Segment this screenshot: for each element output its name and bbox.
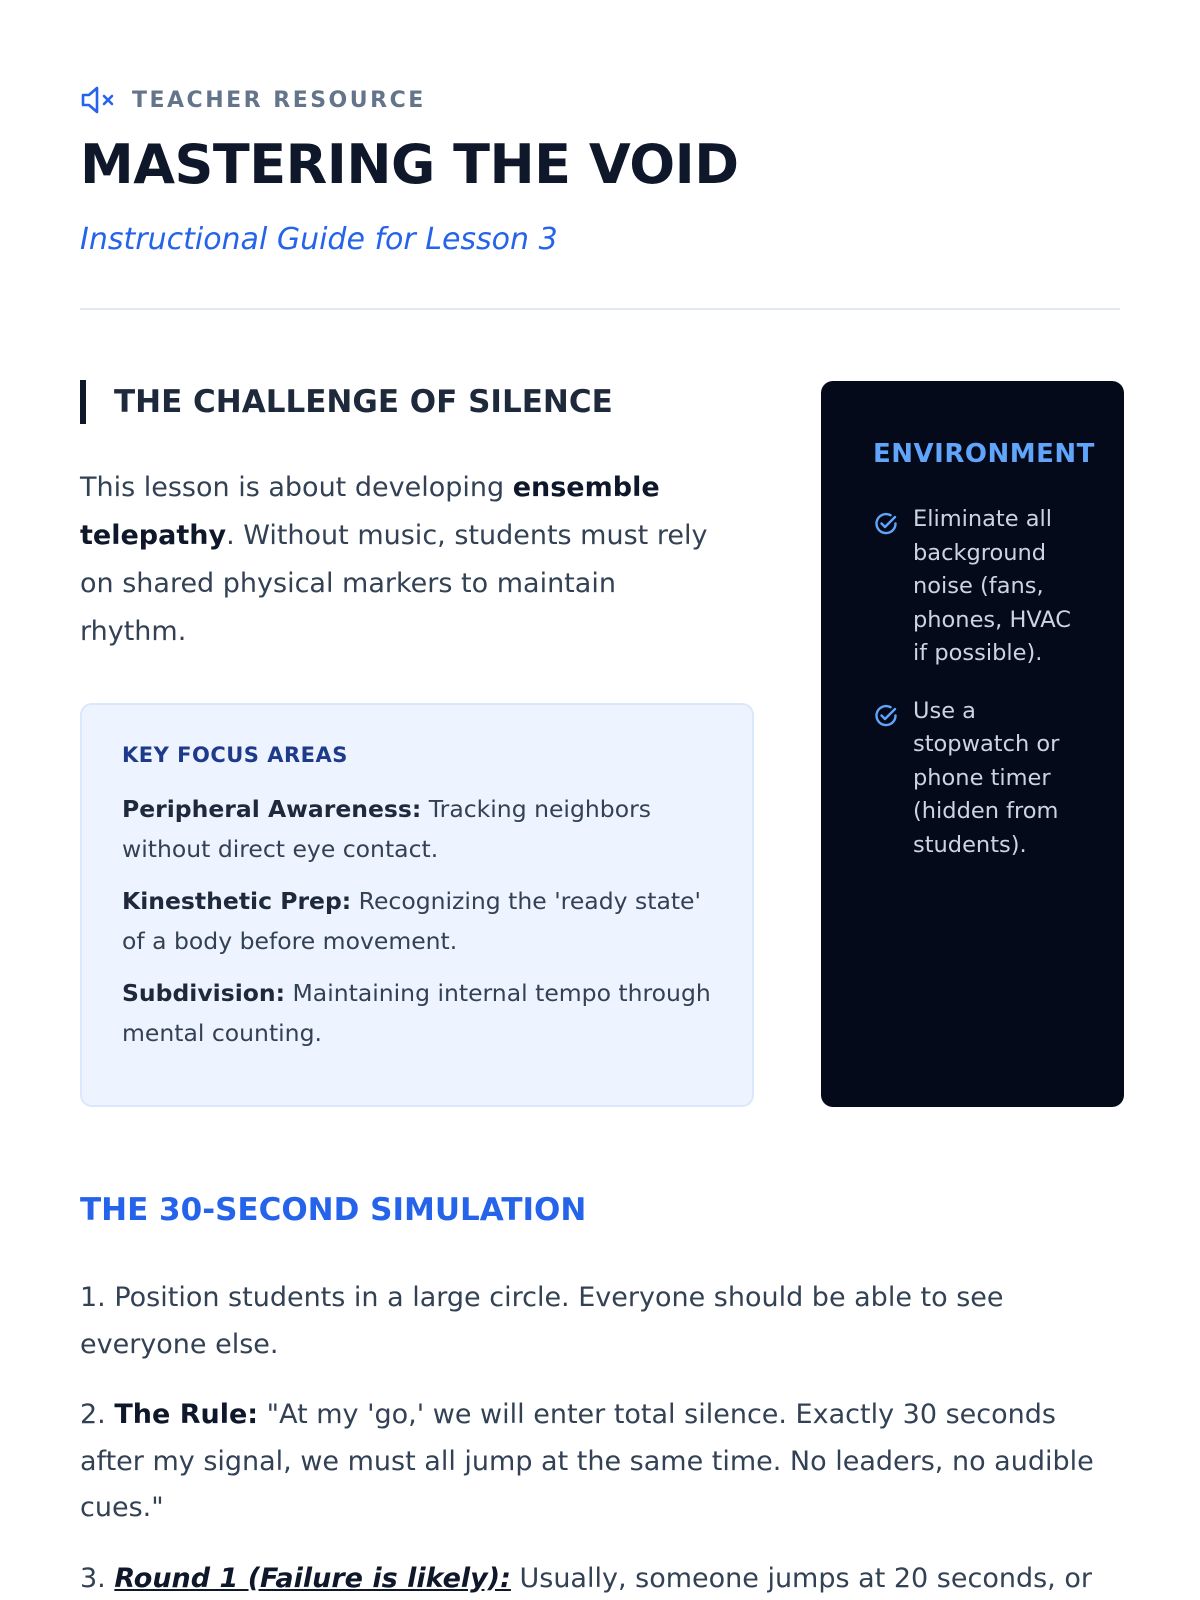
simulation-step bbox=[80, 1392, 1120, 1532]
environment-item bbox=[873, 695, 1124, 863]
focus-text: Tracking neighbors without direct eye contact. bbox=[122, 795, 651, 863]
challenge-intro bbox=[80, 464, 730, 656]
focus-text: Maintaining internal tempo through mental counting. bbox=[122, 979, 711, 1047]
step-text: Usually, someone jumps at 20 seconds, or bbox=[510, 1562, 1092, 1594]
step-lead: The Rule: bbox=[114, 1399, 259, 1430]
eyebrow bbox=[80, 84, 426, 116]
intro-emphasis: ensemble telepathy bbox=[80, 472, 660, 551]
simulation-heading: THE 30-SECOND SIMULATION bbox=[80, 1192, 587, 1228]
step-lead: Round 1 (Failure is likely): bbox=[114, 1562, 511, 1594]
eyebrow-label: TEACHER RESOURCE bbox=[132, 87, 426, 113]
environment-item bbox=[873, 503, 1124, 671]
focus-title: KEY FOCUS AREAS bbox=[122, 743, 348, 767]
environment-title: ENVIRONMENT bbox=[873, 439, 1095, 469]
step-text: "At my 'go,' we will enter total silence. Exactly 30 seconds after my signal, we must all jump at the same time. No leaders, no audible cues." bbox=[80, 1399, 1094, 1523]
simulation-step bbox=[80, 1556, 1120, 1600]
check-circle-icon bbox=[873, 695, 899, 733]
environment-card bbox=[821, 381, 1124, 1107]
simulation-step bbox=[80, 1275, 1120, 1368]
page-title: MASTERING THE VOID bbox=[80, 133, 739, 196]
header-divider bbox=[80, 308, 1120, 310]
challenge-heading-text: THE CHALLENGE OF SILENCE bbox=[114, 384, 613, 420]
focus-term: Subdivision: bbox=[122, 979, 286, 1007]
focus-term: Kinesthetic Prep: bbox=[122, 887, 352, 915]
environment-item-text: Use a stopwatch or phone timer (hidden from students). bbox=[913, 697, 1060, 858]
check-circle-icon bbox=[873, 503, 899, 541]
focus-text: Recognizing the 'ready state' of a body before movement. bbox=[122, 887, 701, 955]
speaker-muted-icon bbox=[80, 84, 120, 116]
key-focus-box bbox=[80, 703, 754, 1107]
focus-item bbox=[122, 973, 714, 1053]
step-number: 2. bbox=[80, 1399, 115, 1430]
challenge-heading bbox=[80, 380, 613, 424]
focus-item bbox=[122, 789, 714, 869]
page-subtitle: Instructional Guide for Lesson 3 bbox=[80, 222, 558, 257]
focus-item bbox=[122, 881, 714, 961]
intro-text-end: . Without music, students must rely on shared physical markers to maintain rhythm. bbox=[80, 520, 708, 647]
step-text: Position students in a large circle. Everyone should be able to see everyone else. bbox=[80, 1282, 1004, 1360]
intro-text-start: This lesson is about developing bbox=[80, 472, 513, 503]
simulation-steps bbox=[80, 1275, 1120, 1600]
environment-item-text: Eliminate all background noise (fans, phones, HVAC if possible). bbox=[913, 506, 1072, 666]
step-number: 3. bbox=[80, 1562, 115, 1594]
step-number: 1. bbox=[80, 1282, 115, 1313]
focus-term: Peripheral Awareness: bbox=[122, 795, 422, 823]
